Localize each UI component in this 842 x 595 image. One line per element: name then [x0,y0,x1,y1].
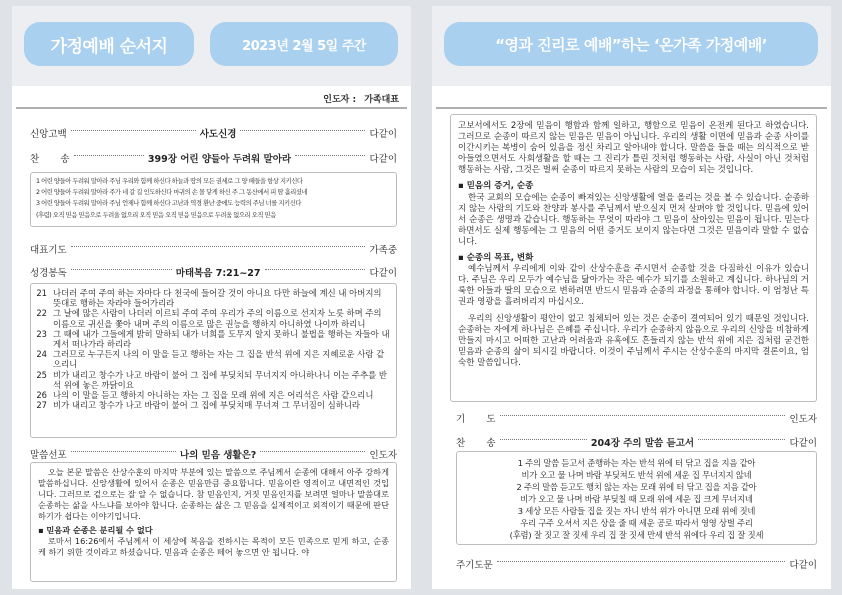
right-hymn-row [456,435,817,449]
hymn-line: 3 어린 양들아 두려워 말아라 주님 언제나 함께 하신다 고난과 역경 환난 중에도 능력의 주님 너를 지키신다 [36,200,301,208]
sermon-row [30,447,397,461]
closing-hymn-box [456,451,817,545]
prayer-label: 기 도 [456,414,496,425]
hymn-row [30,151,397,165]
left-divider [16,107,407,109]
leader-dots [71,246,366,247]
right-title: “영과 진리로 예배”하는 ‘온가족 가정예배’ [444,22,818,66]
prayer-row [30,242,397,256]
verse-number: 23 [36,328,47,339]
sermon-body-3b: 우리의 신앙생활이 평안이 없고 침체되어 있는 것은 순종이 결여되어 있기 때문일 것입니다. 순종하는 자에게 하나님은 은혜를 주십니다. 우리가 순종하지 않음으로 우리의 신앙을 비참하게 만들지 마시고 어떠한 고난과 어려움과 유혹에도 흔들리지 않는 반석 위에 지은 집처럼 굳건한 믿음과 순종의 삶이 되시길 바랍니다. 이것이 주님께서 주시는 산상수훈의 마지막 결론이요, 엄숙한 말씀입니다. [458,313,809,368]
verse-row [33,400,390,410]
leader-dots [71,269,172,270]
verse-row [33,308,390,328]
leader-label: 인도자 : [323,95,357,105]
hymn-line: 비가 오고 물 나며 바람 부딪쳐도 반석 위에 세운 집 무너지지 않네 [521,470,752,480]
reading-right: 다같이 [369,268,398,279]
reading-label: 성경봉독 [30,268,67,279]
verse-row [33,370,390,390]
closing-right: 다같이 [789,560,817,571]
sermon-subheading: ▪ 믿음의 증거, 순종 [458,181,534,192]
leader-dots [265,269,366,270]
reading-title: 마태복음 7:21~27 [175,268,261,279]
sermon-intro: 오늘 본문 말씀은 산상수훈의 마지막 부분에 있는 말씀으로 주님께서 순종에 대해서 아주 강하게 말씀하십니다. 신앙생활에 있어서 순종은 믿음만큼 중요합니다. 믿음이란 영적이고 내면적인 것입니다. 그러므로 겉으로는 잘 알 수 없습니다. 참 믿음인지, 거짓 믿음인지를 보려면 얼마나 말씀대로 순종하는 삶을 사느냐를 보아야 합니다. 순종하는 삶은 그 믿음을 실제적이고 외적이기 때문에 판단하기가 쉽다는 이야기입니다. [38,467,389,521]
leader-dots [295,155,365,156]
left-title: 가정예배 순서지 [24,22,194,66]
hymn-line: 3 세상 모든 사람들 집을 짓는 자니 반석 위가 아니면 모래 위에 짓네 [517,506,756,516]
verse-text: 그 날에 많은 사람이 나더러 이르되 주여 주여 우리가 주의 이름으로 선지자 노릇 하며 주의 이름으로 귀신을 쫓아 내며 주의 이름으로 많은 권능을 행하지 아니하였 나이까 하리니 [53,308,382,329]
verse-text: 비가 내리고 창수가 나고 바람이 불어 그 집에 부딪치되 무너지지 아니하나니 이는 주추를 반석 위에 놓은 까닭이요 [53,369,387,390]
verse-row [33,329,390,349]
verse-number: 26 [36,390,47,401]
sermon-body-2: 한국 교회의 모습에는 순종이 빠져있는 신앙생활에 열을 올리는 것을 볼 수 있습니다. 순종하지 않는 사람의 기도와 찬양과 봉사를 주님께서 받으실지 먼저 살펴야 할 것입니다. 믿음에 있어서 순종은 생명과 같습니다. 행동하는 무엇이 따라야 그 믿음이 살아있는 믿음이 됩니다. 믿는다 하면서도 실제 행동에는 그 믿음의 어떤 증거도 보이지 않는다면 그것은 믿음이라 말할 수 없습니다. [458,192,809,247]
hymn-lyrics-box [30,172,397,227]
sermon-body-1: 고보서에서도 2장에 믿음이 행함과 함께 일하고, 행함으로 믿음이 온전케 된다고 하였습니다. 그러므로 순종이 따르지 않는 믿음은 믿음이 아닙니다. 우리의 생활 이면에 믿음과 순종 사이를 이간시키는 복병이 숨어 있음을 정신 차리고 알아내야 합니다. 말씀을 들을 때는 의식적으로 받아들였으면서도 사회생활을 할 때는 그 진리가 틀린 것처럼 행동하는 사람, 사실이 아닌 것처럼 행동하는 사람, 그것은 벌써 순종이 따르지 못하는 사람의 모습이 되는 것입니다. [458,121,809,176]
hymn-label: 찬 송 [456,438,496,449]
left-date: 2023년 2월 5일 주간 [210,22,398,66]
leader-dots [71,451,176,452]
hymn-line: 비가 오고 물 나며 바람 부딪칠 때 모래 위에 세운 집 크게 무너지네 [520,494,753,504]
sermon-sub-text: 로마서 16:26에서 주님께서 이 세상에 복음을 전하시는 목적이 모든 민족으로 믿게 하고, 순종케 하기 위한 것이라고 하셨습니다. 믿음과 순종은 떼어 놓으면 안 됩니다. 야 [38,536,389,558]
sermon-box [30,462,397,582]
right-page [432,6,831,589]
leader-dots [71,130,196,131]
hymn-right: 다같이 [369,154,397,165]
verse-number: 24 [36,349,47,360]
verse-number: 22 [36,308,47,319]
verse-text: 비가 내리고 창수가 나고 바람이 불어 그 집에 부딪치매 무너져 그 무너짐이 심하니라 [53,400,361,411]
scripture-box [30,283,397,438]
hymn-right: 다같이 [789,438,818,449]
verse-row [33,288,390,308]
sermon-continued-box [450,114,817,402]
prayer-label: 대표기도 [30,245,67,256]
hymn-line: (후렴) 오직 믿음 믿음으로 두려울 없으리 오직 믿음 오직 믿음 믿음으로 두려움 없으리 오직 믿음 [36,211,276,219]
closing-label: 주기도문 [456,560,493,571]
creed-label: 신앙고백 [30,129,67,140]
closing-row [456,557,817,571]
leader-dots [260,451,365,452]
hymn-line: 2 주의 말씀 듣고도 행치 않는 자는 모래 위에 터 닦고 집을 지음 같아 [516,482,757,492]
hymn-line: 1 주의 말씀 듣고서 준행하는 자는 반석 위에 터 닦고 집을 지음 같아 [517,458,756,468]
verse-row [33,390,390,400]
hymn-title: 204장 주의 말씀 듣고서 [590,438,695,449]
leader-dots [698,439,785,440]
sermon-subheading: ▪ 순종의 목표, 변화 [458,253,534,264]
verse-text: 나의 이 말을 듣고 행하지 아니하는 자는 그 집을 모래 위에 지은 어리석은 사람 같으리니 [53,390,374,401]
creed-row [30,126,397,140]
hymn-line: 우리 구주 오셔서 지은 상을 줄 때 세운 공로 따라서 영영 상벌 주리 [520,518,753,528]
leader-dots [240,130,365,131]
verse-text: 나더러 주여 주여 하는 자마다 다 천국에 들어갈 것이 아니요 다만 하늘에 계신 내 아버지의 뜻대로 행하는 자라야 들어가리라 [53,288,382,309]
leader-dots [500,415,786,416]
left-page [12,6,411,589]
prayer-right: 가족중 [369,245,397,256]
hymn-line: (후렴) 잘 짓고 잘 짓세 우리 집 잘 짓세 만세 반석 위에다 우리 집 잘 짓세 [509,530,764,540]
hymn-label: 찬 송 [30,154,70,165]
verse-number: 27 [36,400,47,411]
verse-number: 25 [36,369,47,380]
leader-dots [497,561,786,562]
sermon-label: 말씀선포 [30,450,67,461]
sermon-body-3a: 예수님께서 우리에게 이와 같이 산상수훈을 주시면서 순종할 것을 다짐하신 이유가 있습니다. 주님은 우리 모두가 예수님을 닮아가는 작은 예수가 되기를 소원하고 계십니다. 하나님의 거룩한 아들과 딸의 모습으로 변하려면 반드시 믿음과 순종의 과정을 통해야 합니다. 이 엄청난 특권과 영광을 흘려버리지 마십시오. [458,264,809,308]
reading-row [30,265,397,279]
hymn-line: 1 어린 양들아 두려워 말아라 주님 우리와 함께 하신다 하늘과 땅의 모든 권세로 그 양 떼들을 항상 지키신다 [36,178,303,185]
right-prayer-row [456,411,817,425]
verse-row [33,349,390,369]
verse-number: 21 [36,288,47,298]
prayer-right: 인도자 [789,414,817,425]
sermon-title: 나의 믿음 생활은? [179,450,257,461]
verse-text: 그러므로 누구든지 나의 이 말을 듣고 행하는 자는 그 집을 반석 위에 지은 지혜로운 사람 같으리니 [53,349,385,370]
sermon-right: 인도자 [369,450,397,461]
hymn-title: 399장 어린 양들아 두려워 말아라 [147,154,292,165]
verse-text: 그 때에 내가 그들에게 밝히 말하되 내가 너희를 도무지 알지 못하니 불법을 행하는 자들아 내게서 떠나가라 하리라 [53,328,390,350]
hymn-line: 2 어린 양들아 두려워 말아라 주가 네 갈 길 인도하신다 마귀의 손 몰 닿게 하신 주 그 동산에서 피 땀 흘리셨네 [36,189,308,197]
creed-right: 다같이 [369,129,397,140]
leader-dots [74,155,144,156]
leader-line [323,92,399,105]
sermon-subheading: ▪ 믿음과 순종은 분리될 수 없다 [38,525,153,535]
leader-dots [500,439,587,440]
leader-name: 가족대표 [364,95,399,105]
right-divider [436,107,827,109]
creed-title: 사도신경 [199,129,237,140]
